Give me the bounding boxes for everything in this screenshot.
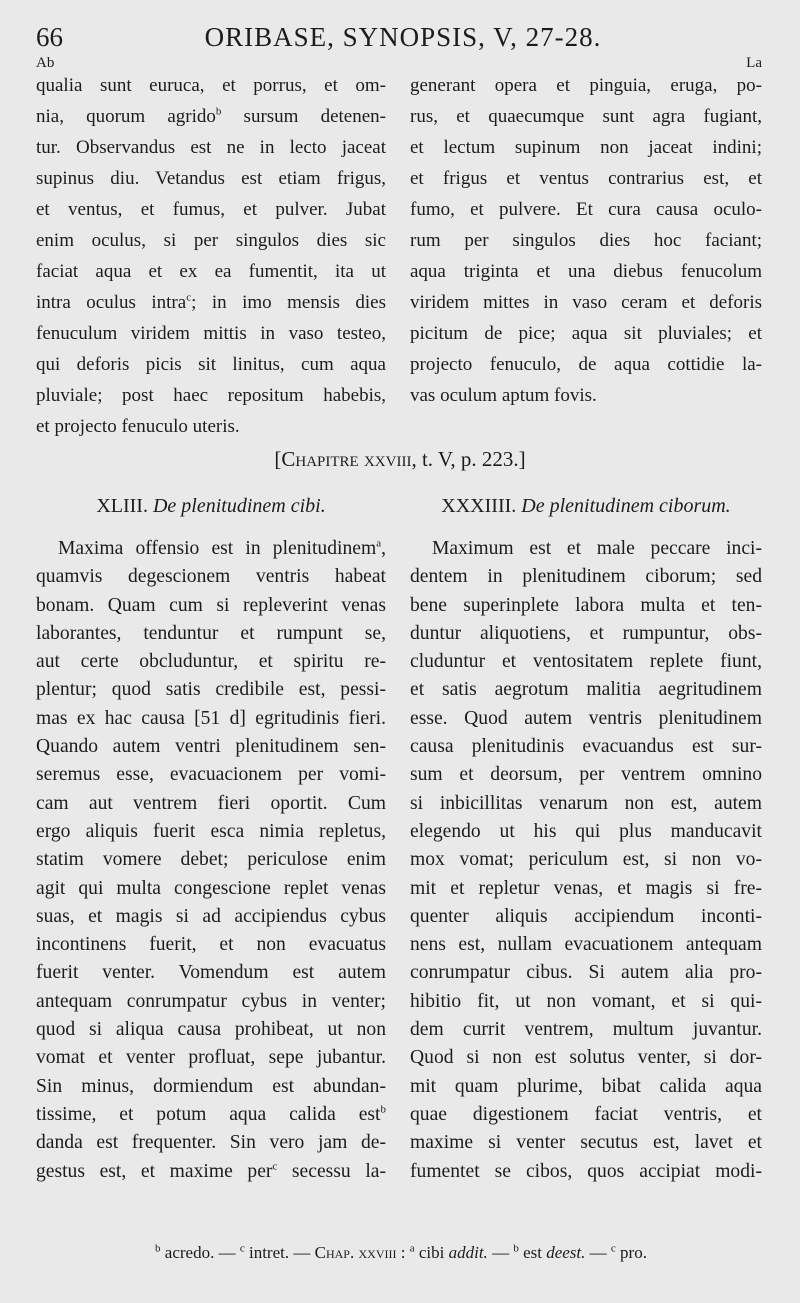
text-line: incontinens fuerit, et non evacuatus: [36, 934, 386, 956]
left-column-marker: Ab: [36, 55, 55, 71]
text-line: rum per singulos dies hoc faciant;: [410, 230, 762, 251]
running-title: ORIBASE, SYNOPSIS, V, 27-28.: [204, 22, 602, 52]
text-line: agit qui multa congescione replet venas: [36, 877, 386, 899]
text-line: seremus esse, evacuacionem per vomi-: [36, 764, 386, 786]
lower-left-column: [36, 535, 386, 1186]
text-line: duntur aliquotiens, et rumpuntur, obs-: [410, 622, 762, 644]
right-section-title: De plenitudinem ciborum.: [521, 495, 731, 517]
footnotes: $^b$ acredo. — $^c$ intret. — Chap. xxviii : $^a$ cibi addit. — $^b$ est deest. — $^c$ pro.: [155, 1242, 647, 1262]
text-line: causa plenitudinis evacuandus est sur-: [410, 736, 762, 758]
text-line: dentem in plenitudinem ciborum; sed: [410, 566, 762, 588]
text-line: aut certe obcluduntur, et spiritu re-: [36, 651, 386, 673]
text-line: plentur; quod satis credibile est, pessi-: [36, 679, 386, 701]
text-line: danda est frequenter. Sin vero jam de-: [36, 1132, 386, 1154]
text-line: fuerit venter. Vomendum est autem: [36, 962, 386, 984]
text-line: mas ex hac causa [51 d] egritudinis fieri.: [36, 707, 386, 729]
upper-left-column: [36, 70, 386, 442]
text-line: dem currit ventrem, multum juvantur.: [410, 1019, 762, 1041]
text-line: qui deforis picis sit linitus, cum aqua: [36, 354, 386, 375]
text-line: Quando autem ventri plenitudinem sen-: [36, 736, 386, 758]
right-column-marker: La: [746, 55, 762, 71]
text-line: statim vomere debet; periculose enim: [36, 849, 386, 871]
text-line: et projecto fenuculo uteris.: [36, 416, 240, 437]
text-line: elegendo ut his qui plus manducavit: [410, 820, 762, 842]
text-line: conrumpatur cibus. Si autem alia pro-: [410, 962, 762, 984]
text-line: fenuculum viridem mittis in vaso testeo,: [36, 323, 386, 344]
right-section-number: XXXIIII.: [441, 495, 517, 517]
text-line: antequam conrumpatur cybus in venter;: [36, 990, 386, 1012]
text-line: quenter aliquis accipiendum inconti-: [410, 905, 762, 927]
text-line: laborantes, tenduntur et rumpunt se,: [36, 622, 386, 644]
left-section-number: XLIII.: [96, 495, 148, 517]
text-line: mit quam plurime, bibat calida aqua: [410, 1075, 762, 1097]
text-line: picitum de pice; aqua sit pluviales; et: [410, 323, 762, 344]
text-line: quae digestionem faciat ventris, et: [410, 1103, 762, 1125]
text-line: intra oculus intra$^c$; in imo mensis dies: [36, 291, 386, 313]
text-line: enim oculus, si per singulos dies sic: [36, 230, 386, 251]
text-line: aqua triginta et una diebus fenucolum: [410, 261, 762, 282]
text-line: Maxima offensio est in plenitudinem$^a$,: [58, 537, 386, 559]
text-line: bene superinplete labora multa et ten-: [410, 594, 762, 616]
text-line: suas, et magis si ad accipiendus cybus: [36, 905, 386, 927]
text-line: pluviale; post haec repositum habebis,: [36, 385, 386, 406]
page-number: 66: [36, 22, 63, 52]
text-line: quamvis degescionem ventris habeat: [36, 566, 386, 588]
text-line: mit et repletur venas, et magis si fre-: [410, 877, 762, 899]
text-line: Quod si non est solutus venter, si dor-: [410, 1047, 762, 1069]
text-line: cluduntur et ventositatem replete fiunt,: [410, 651, 762, 673]
chapter-open-bracket: [: [274, 447, 282, 471]
text-line: quod si aliqua causa prohibeat, ut non: [36, 1019, 386, 1041]
chapter-reference: [0, 447, 800, 472]
upper-right-column: [410, 70, 762, 411]
text-line: et frigus et ventus contrarius est, et: [410, 168, 762, 189]
text-line: vomat et venter profluat, sepe jubantur.: [36, 1047, 386, 1069]
text-line: esse. Quod autem ventris plenitudinem: [410, 707, 762, 729]
chapter-volume-page: , t. V, p. 223.]: [411, 447, 526, 471]
page-header: [36, 22, 770, 62]
text-line: qualia sunt euruca, et porrus, et om-: [36, 75, 386, 96]
text-line: et ventus, et fumus, et pulver. Jubat: [36, 199, 386, 220]
text-line: bonam. Quam cum si repleverint venas: [36, 594, 386, 616]
text-line: cam aut ventrem fieri oportit. Cum: [36, 792, 386, 814]
text-line: sum et deorsum, per ventrem omnino: [410, 764, 762, 786]
text-line: Maximum est et male peccare inci-: [432, 538, 762, 559]
text-line: viridem mittes in vaso ceram et deforis: [410, 292, 762, 313]
text-line: rus, et quaecumque sunt agra fugiant,: [410, 106, 762, 127]
text-line: et lectum supinum non jaceat indini;: [410, 137, 762, 158]
text-line: faciat aqua et ex ea fumentit, ita ut: [36, 261, 386, 282]
text-line: tur. Observandus est ne in lecto jaceat: [36, 137, 386, 158]
text-line: Sin minus, dormiendum est abundan-: [36, 1075, 386, 1097]
chapter-label: Chapitre xxviii: [281, 447, 412, 471]
text-line: mox vomat; periculum est, si non vo-: [410, 849, 762, 871]
text-line: et satis aegrotum malitia aegritudinem: [410, 679, 762, 701]
text-line: tissime, et potum aqua calida est$^b$: [36, 1103, 386, 1125]
text-line: fumo, et pulvere. Et cura causa oculo-: [410, 199, 762, 220]
text-line: nens est, nullam evacuationem antequam: [410, 934, 762, 956]
left-section-heading: [36, 495, 386, 518]
text-line: gestus est, et maxime per$^c$ secessu la-: [36, 1160, 386, 1182]
text-line: generant opera et pinguia, eruga, po-: [410, 75, 762, 96]
text-line: projecto fenuculo, de aqua cottidie la-: [410, 354, 762, 375]
text-line: hibitio fit, ut non vomant, et si qui-: [410, 990, 762, 1012]
text-line: fumentet se cibos, quos accipiat modi-: [410, 1160, 762, 1182]
left-section-title: De plenitudinem cibi.: [152, 495, 326, 517]
text-line: vas oculum aptum fovis.: [410, 385, 597, 406]
text-line: nia, quorum agrido$^b$ sursum detenen-: [36, 105, 386, 127]
text-line: ergo aliquis fuerit esca nimia repletus,: [36, 820, 386, 842]
lower-right-column: [410, 535, 762, 1186]
text-line: supinus diu. Vetandus est etiam frigus,: [36, 168, 386, 189]
text-line: si inbicillitas venarum non est, autem: [410, 792, 762, 814]
text-line: maxime si venter secutus est, lavet et: [410, 1132, 762, 1154]
right-section-heading: [410, 495, 762, 518]
